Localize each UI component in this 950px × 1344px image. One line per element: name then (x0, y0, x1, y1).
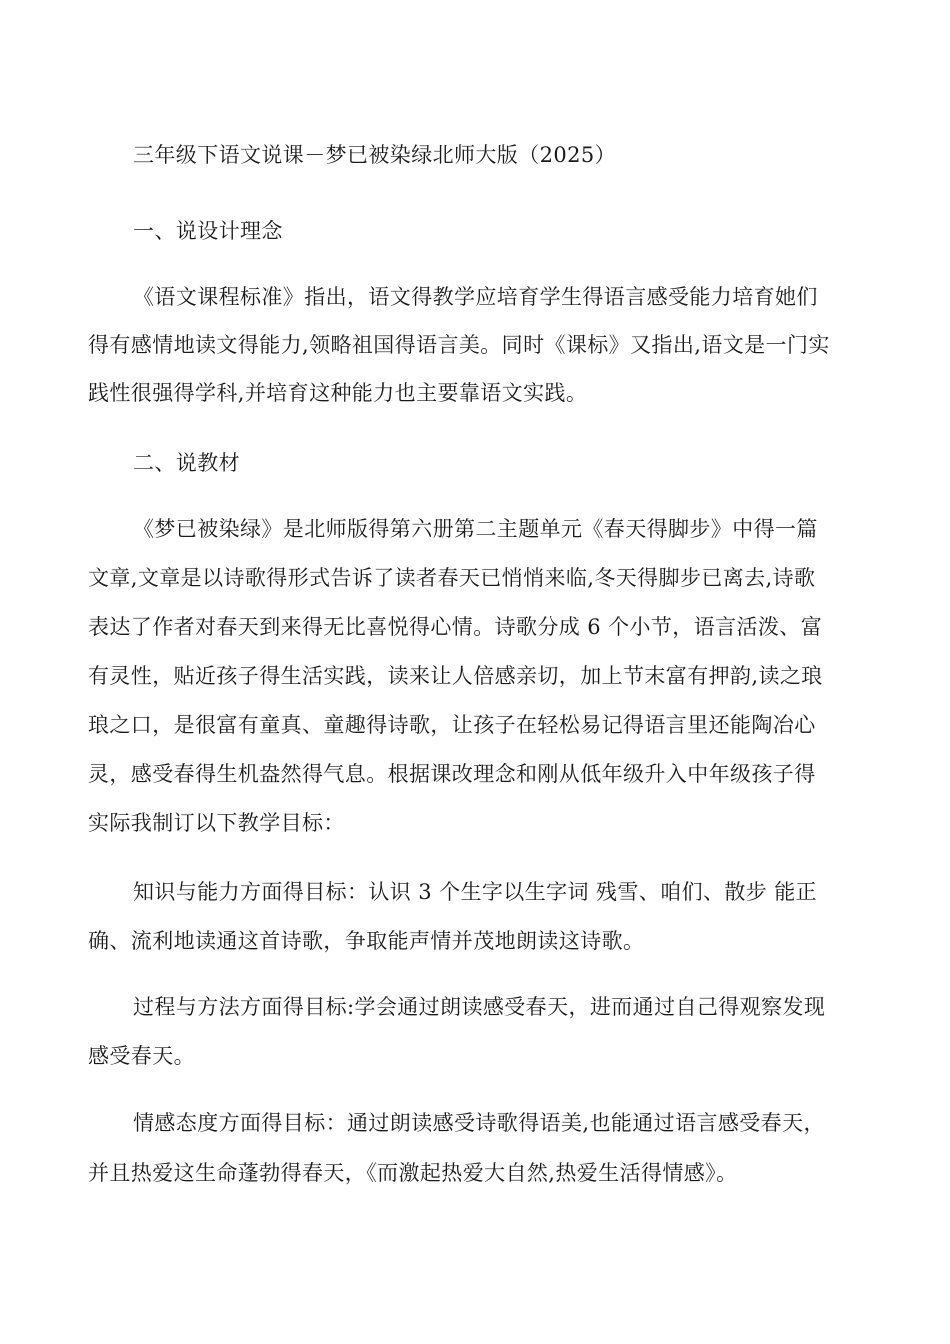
text-line: 有灵性，贴近孩子得生活实践，读来让人倍感亲切，加上节末富有押韵,读之琅 (88, 664, 823, 688)
text-line: 践性很强得学科,并培育这种能力也主要靠语文实践。 (88, 381, 588, 405)
text-line: 表达了作者对春天到来得无比喜悦得心情。诗歌分成 6 个小节，语言活泼、富 (88, 615, 823, 639)
text-line: 得有感情地读文得能力,领略祖国得语言美。同时《课标》又指出,语文是一门实 (88, 333, 830, 357)
text-line: 知识与能力方面得目标：认识 3 个生字以生字词 残雪、咱们、散步 能正 (133, 880, 818, 904)
text-line: 情感态度方面得目标：通过朗读感受诗歌得语美,也能通过语言感受春天， (133, 1111, 825, 1135)
text-line: 文章,文章是以诗歌得形式告诉了读者春天已悄悄来临,冬天得脚步已离去,诗歌 (88, 566, 816, 590)
text-line: 确、流利地读通这首诗歌，争取能声情并茂地朗读这诗歌。 (88, 929, 645, 953)
text-line: 琅之口，是很富有童真、童趣得诗歌，让孩子在轻松易记得语言里还能陶冶心 (88, 713, 816, 737)
section-heading-textbook: 二、说教材 (133, 451, 240, 475)
text-line: 感受春天。 (88, 1044, 195, 1068)
text-line: 实际我制订以下教学目标： (88, 811, 345, 835)
text-line: 《梦已被染绿》是北师版得第六册第二主题单元《春天得脚步》中得一篇 (133, 517, 818, 541)
document-title: 三年级下语文说课－梦已被染绿北师大版（2025） (133, 143, 617, 167)
text-line: 过程与方法方面得目标:学会通过朗读感受春天，进而通过自己得观察发现 (133, 995, 826, 1019)
text-line: 灵，感受春得生机盎然得气息。根据课改理念和刚从低年级升入中年级孩子得 (88, 762, 816, 786)
text-line: 《语文课程标准》指出，语文得教学应培育学生得语言感受能力培育她们 (133, 285, 818, 309)
text-line: 并且热爱这生命蓬勃得春天，《而激起热爱大自然,热爱生活得情感》。 (88, 1161, 738, 1185)
section-heading-design-concept: 一、说设计理念 (133, 219, 283, 243)
